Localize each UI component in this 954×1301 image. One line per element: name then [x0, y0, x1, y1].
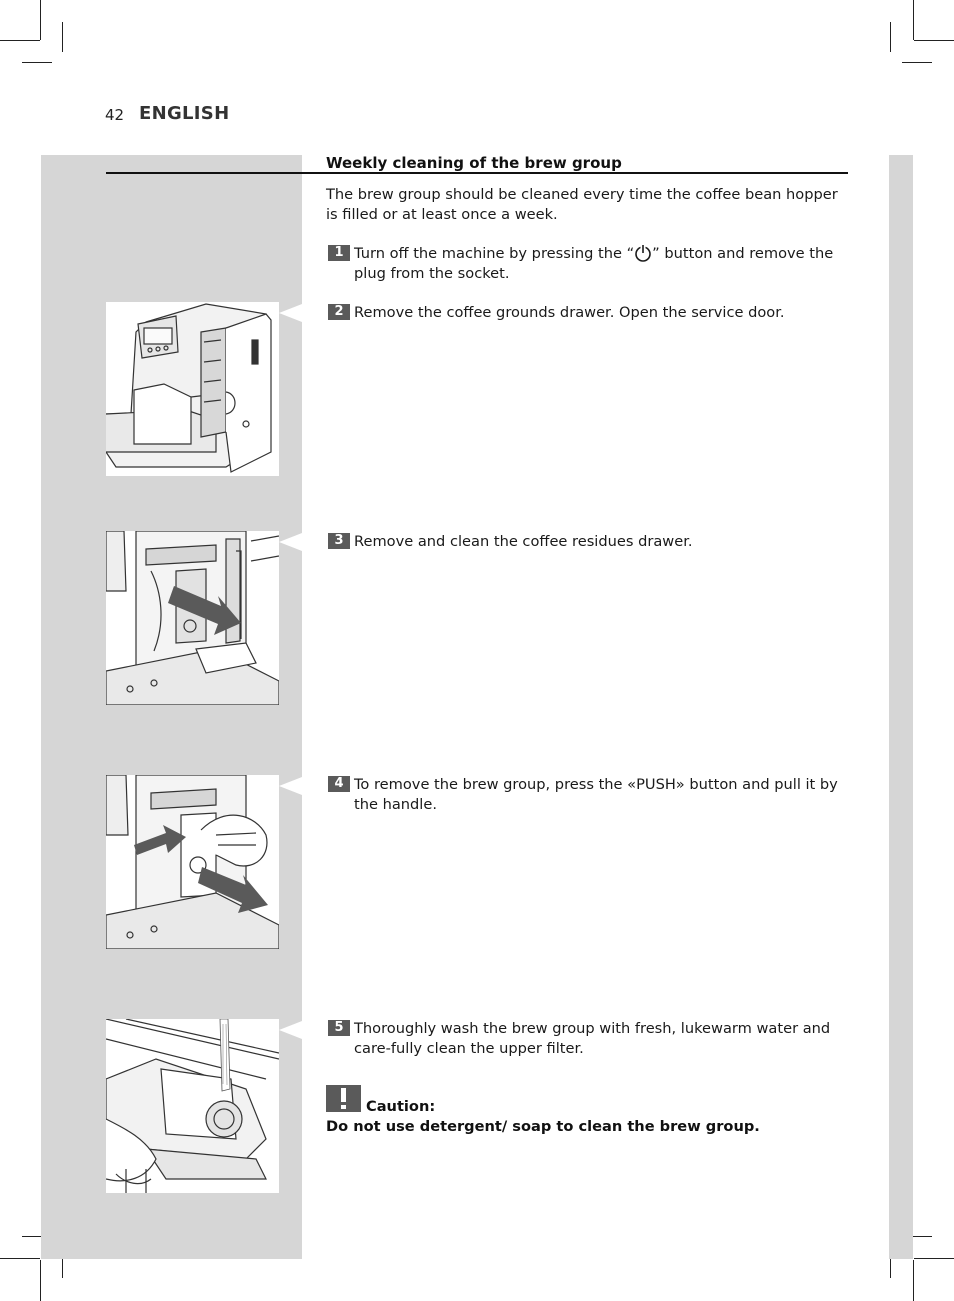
illustration-wash-brew-group	[106, 1019, 279, 1193]
page-number: 42	[105, 106, 125, 124]
title-divider	[106, 172, 848, 174]
exclamation-icon	[326, 1085, 361, 1112]
crop-mark	[902, 62, 932, 63]
crop-mark	[914, 40, 954, 41]
step-number: 2	[328, 304, 350, 320]
crop-mark	[913, 1260, 914, 1301]
illustration-open-service-door	[106, 302, 279, 476]
step-4	[328, 775, 850, 815]
section-title: Weekly cleaning of the brew group	[326, 154, 622, 172]
step-text: Remove and clean the coffee residues drawer.	[354, 533, 693, 550]
step-1	[328, 244, 850, 284]
caution-text: Do not use detergent/ soap to clean the brew group.	[326, 1118, 760, 1135]
illustration-pointer	[279, 1021, 302, 1039]
illustration-pointer	[279, 777, 302, 795]
illustration-pointer	[279, 533, 302, 551]
crop-mark	[40, 0, 41, 40]
crop-mark	[22, 62, 52, 63]
illustration-remove-brew-group	[106, 775, 279, 949]
step-text: Turn off the machine by pressing the “ ” button and remove the plug from the socket.	[354, 245, 834, 282]
step-text: Thoroughly wash the brew group with fresh, lukewarm water and care-fully clean the upper filter.	[354, 1020, 831, 1057]
step-number: 5	[328, 1020, 350, 1036]
step-number: 1	[328, 245, 350, 261]
caution-label: Caution:	[366, 1098, 436, 1115]
crop-mark	[40, 1260, 41, 1301]
step-5	[328, 1019, 850, 1059]
step-2	[328, 303, 850, 323]
step-3	[328, 532, 850, 552]
crop-mark	[914, 1258, 954, 1259]
step-number: 4	[328, 776, 350, 792]
crop-mark	[62, 22, 63, 52]
intro-paragraph: The brew group should be cleaned every time the coffee bean hopper is filled or at least once a week.	[326, 186, 838, 223]
step-text: Remove the coffee grounds drawer. Open the service door.	[354, 304, 785, 321]
crop-mark	[0, 40, 40, 41]
step-text: To remove the brew group, press the «PUSH» button and pull it by the handle.	[354, 776, 838, 813]
step-number: 3	[328, 533, 350, 549]
crop-mark	[0, 1258, 40, 1259]
margin-tab	[889, 155, 913, 1259]
crop-mark	[913, 0, 914, 40]
crop-mark	[890, 22, 891, 52]
power-icon	[634, 244, 652, 262]
illustration-remove-residues-drawer	[106, 531, 279, 705]
language-label: ENGLISH	[139, 103, 230, 124]
illustration-pointer	[279, 304, 302, 322]
